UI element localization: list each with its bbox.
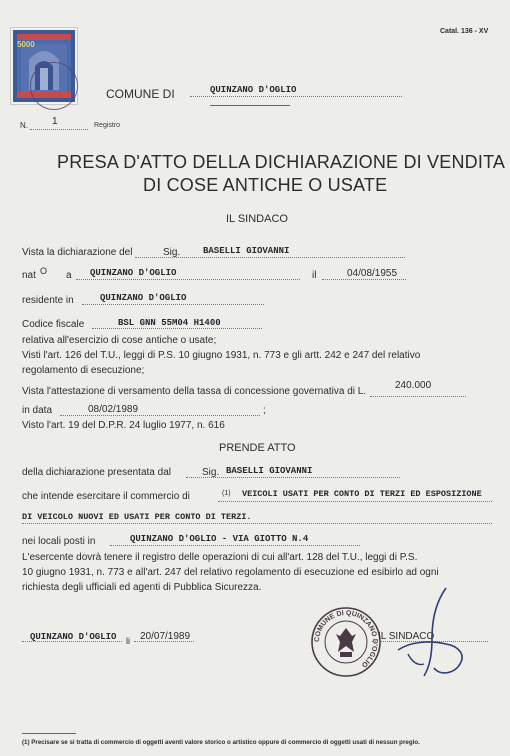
residente-value: QUINZANO D'OGLIO (100, 293, 187, 303)
sig2-line (186, 477, 400, 478)
locali-value: QUINZANO D'OGLIO - VIA GIOTTO N.4 (130, 534, 309, 544)
stamp-value: 5000 (17, 40, 35, 49)
prende-atto-heading: PRENDE ATTO (219, 442, 296, 454)
nat-label: nat (22, 270, 36, 281)
catalog-number: Catal. 136 - XV (440, 28, 489, 35)
a-label: a (66, 270, 72, 281)
locali-label: nei locali posti in (22, 536, 96, 547)
esercente-text-line1: L'esercente dovrà tenere il registro delle operazioni di cui all'art. 128 del T.U., leggi di P.S. (22, 552, 418, 563)
document-title-line2: DI COSE ANTICHE O USATE (143, 175, 388, 195)
comune-underline (210, 105, 290, 106)
signature-place: QUINZANO D'OGLIO (30, 632, 117, 642)
locali-line (110, 545, 360, 546)
registro-label: Registro (94, 122, 121, 129)
comune-line (190, 96, 402, 97)
sig2-value: BASELLI GIOVANNI (226, 466, 313, 476)
sig-line (135, 257, 405, 258)
visti-text-line2: regolamento di esecuzione; (22, 365, 145, 376)
li-label: li (126, 636, 130, 646)
comune-value: QUINZANO D'OGLIO (210, 85, 297, 95)
tassa-value: 240.000 (395, 380, 432, 391)
sig-value: BASELLI GIOVANNI (203, 246, 290, 256)
sig2-label: Sig. (202, 467, 220, 478)
n-line (30, 129, 88, 130)
visto-text: Visto l'art. 19 del D.P.R. 24 luglio 1977, n. 616 (22, 420, 225, 431)
municipal-seal-icon (310, 606, 382, 678)
nat-suffix: O (40, 266, 48, 276)
esercente-text-line2: 10 giugno 1931, n. 773 e all'art. 247 del relativo regolamento di esecuzione ed esibirlo ad ogni (22, 567, 439, 578)
n-label: N. (20, 121, 28, 130)
in-data-line (60, 415, 260, 416)
sig-label: Sig. (163, 247, 181, 258)
commercio-line1 (218, 501, 492, 502)
tassa-line (370, 396, 466, 397)
in-data-label: in data (22, 405, 53, 416)
vista-attestazione-text: Vista l'attestazione di versamento della tassa di concessione governativa di L. (22, 386, 367, 397)
esercente-text-line3: richiesta degli ufficiali ed agenti di Pubblica Sicurezza. (22, 582, 262, 593)
document-title-line1: PRESA D'ATTO DELLA DICHIARAZIONE DI VENDITA (57, 152, 506, 172)
commercio-value-line1: VEICOLI USATI PER CONTO DI TERZI ED ESPOSIZIONE (242, 489, 482, 499)
seal-text: COMUNE DI QUINZANO D'OGLIO (313, 609, 379, 669)
footnote-separator (22, 733, 76, 734)
signature-place-line (22, 641, 122, 642)
il-label: il (312, 270, 317, 281)
signature-date-line (134, 641, 194, 642)
commercio-value-line2: DI VEICOLO NUOVI ED USATI PER CONTO DI TERZI. (22, 512, 252, 522)
visti-text-line1: Visti l'art. 126 del T.U., leggi di P.S. 10 giugno 1931, n. 773 e gli artt. 242 e 247 del relativo (22, 350, 421, 361)
footnote-text: (1) Precisare se si tratta di commercio di oggetti aventi valore storico o artistico oppure di commercio di oggetti usati di nessun pregio. (22, 739, 420, 746)
sindaco-heading: IL SINDACO (226, 213, 288, 225)
commercio-line2 (22, 523, 492, 524)
signature-date: 20/07/1989 (140, 631, 191, 642)
relativa-text: relativa all'esercizio di cose antiche o usate; (22, 335, 217, 346)
commercio-label: che intende esercitare il commercio di (22, 491, 190, 502)
residente-line (82, 304, 264, 305)
cf-label: Codice fiscale (22, 319, 85, 330)
in-data-value: 08/02/1989 (88, 404, 139, 415)
nat-place: QUINZANO D'OGLIO (90, 268, 177, 278)
handwritten-signature-icon (388, 584, 478, 684)
n-value: 1 (52, 116, 58, 127)
sindaco-signature-label: IL SINDACO (378, 631, 435, 642)
cf-line (92, 328, 262, 329)
comune-label: COMUNE DI (106, 87, 175, 101)
cf-value: BSL GNN 55M04 H1400 (118, 318, 221, 328)
in-data-semicolon: ; (263, 405, 266, 416)
nat-date-line (322, 279, 406, 280)
residente-label: residente in (22, 295, 74, 306)
vista-dichiarazione-label: Vista la dichiarazione del (22, 247, 133, 258)
footnote-ref: (1) (222, 490, 231, 497)
stamp-cancel-icon (30, 62, 78, 110)
nat-place-line (76, 279, 300, 280)
nat-date: 04/08/1955 (347, 268, 398, 279)
della-dichiarazione-label: della dichiarazione presentata dal (22, 467, 171, 478)
